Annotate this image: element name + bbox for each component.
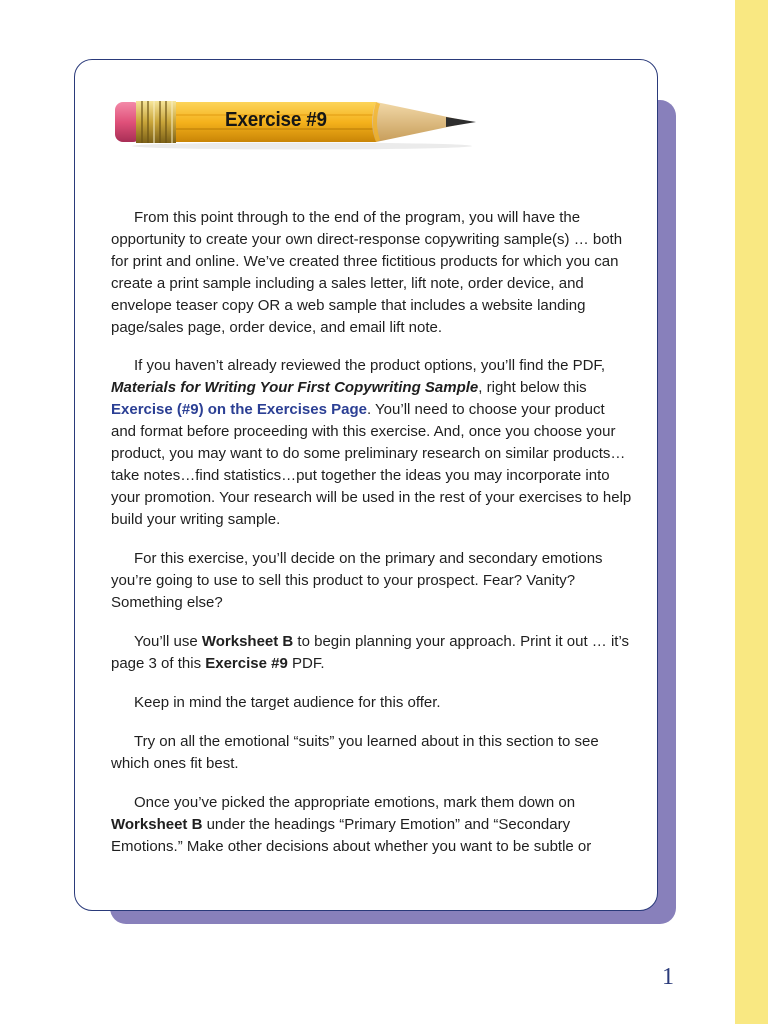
exercise-ref: Exercise #9 bbox=[205, 655, 288, 672]
paragraph-audience: Keep in mind the target audience for this offer. bbox=[134, 694, 441, 711]
paragraph-worksheet: You’ll use Worksheet B to begin planning your approach. Print it out … it’s page 3 of this Exercise #9 PDF. bbox=[111, 633, 630, 672]
side-accent-strip bbox=[735, 0, 768, 1024]
worksheet-b-ref: Worksheet B bbox=[111, 816, 203, 833]
paragraph-product-options: If you haven’t already reviewed the product options, you’ll find the PDF, Materials for Writing Your First Copywriting Sample, right below this Exercise (#9) on the Exercises Page. You’ll need to choose your product and format before proceeding with this exercise. And, once you choose your product, you may want to do some preliminary research on similar products…take notes…find statistics…put together the ideas you may incorporate into your promotion. Your research will be used in the rest of your exercises to help build your writing sample. bbox=[111, 357, 632, 528]
paragraph-suits: Try on all the emotional “suits” you learned about in this section to see which ones fit best. bbox=[111, 733, 599, 772]
page-number: 1 bbox=[662, 964, 674, 990]
paragraph-intro: From this point through to the end of the program, you will have the opportunity to create your own direct-response copywriting sample(s) … both for print and online. We’ve created three fictitious products for which you can create a print sample including a sales letter, lift note, order device, and envelope teaser copy OR a web sample that includes a website landing page/sales page, order device, and email lift note. bbox=[111, 209, 623, 336]
worksheet-b-ref: Worksheet B bbox=[201, 633, 294, 650]
exercises-page-link[interactable]: Exercise (#9) on the Exercises Page bbox=[111, 401, 367, 418]
paragraph-emotions: For this exercise, you’ll decide on the primary and secondary emotions you’re going to use to sell this product to your prospect. Fear? Vanity? Something else? bbox=[111, 550, 603, 611]
exercise-title: Exercise #9 bbox=[225, 108, 327, 131]
body-text bbox=[111, 207, 633, 874]
paragraph-mark-emotions: Once you’ve picked the appropriate emotions, mark them down on Worksheet B under the headings “Primary Emotion” and “Secondary Emotions.” Make other decisions about whether you want to be subtle or bbox=[111, 794, 592, 855]
materials-pdf-title: Materials for Writing Your First Copywriting Sample bbox=[111, 379, 479, 396]
